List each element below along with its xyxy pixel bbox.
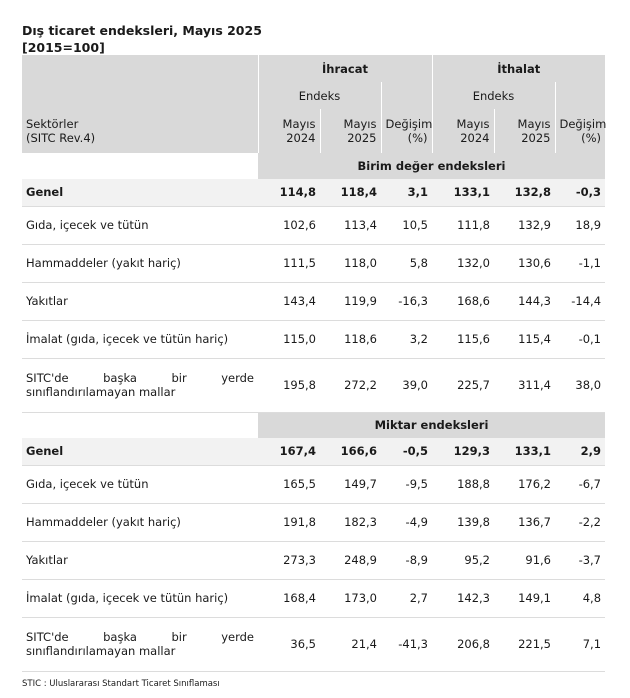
table-row xyxy=(22,206,605,244)
cell-value: 173,0 xyxy=(320,579,381,617)
section-title: Miktar endeksleri xyxy=(258,412,605,438)
cell-value: -1,1 xyxy=(555,244,605,282)
genel-row xyxy=(22,438,605,465)
cell-value: 115,0 xyxy=(258,320,320,358)
cell-value: -4,9 xyxy=(381,503,432,541)
cell-value: 195,8 xyxy=(258,358,320,412)
footnote: STIC : Uluslararası Standart Ticaret Sınıflaması xyxy=(22,679,220,689)
row-label: Gıda, içecek ve tütün xyxy=(22,206,258,244)
header-mayis-2025-ihr: Mayıs 2025 xyxy=(320,109,381,153)
cell-value: 130,6 xyxy=(494,244,555,282)
header-mayis-2024-ith: Mayıs 2024 xyxy=(432,109,494,153)
cell-value: 191,8 xyxy=(258,503,320,541)
cell-value: 111,5 xyxy=(258,244,320,282)
cell-value: 139,8 xyxy=(432,503,494,541)
header-mayis-2024-ihr: Mayıs 2024 xyxy=(258,109,320,153)
cell-value: -0,5 xyxy=(381,438,432,465)
cell-value: 115,6 xyxy=(432,320,494,358)
genel-row xyxy=(22,179,605,206)
cell-value: 10,5 xyxy=(381,206,432,244)
cell-value: 91,6 xyxy=(494,541,555,579)
cell-value: 311,4 xyxy=(494,358,555,412)
cell-value: 4,8 xyxy=(555,579,605,617)
row-label-sitc: SITC'de başka bir yerde sınıflandırılamayan mallar xyxy=(22,358,258,412)
cell-value: 272,2 xyxy=(320,358,381,412)
section-title: Birim değer endeksleri xyxy=(258,153,605,179)
cell-value: 118,0 xyxy=(320,244,381,282)
cell-value: -41,3 xyxy=(381,617,432,671)
cell-value: 182,3 xyxy=(320,503,381,541)
cell-value: -0,3 xyxy=(555,179,605,206)
header-endeks-ithalat: Endeks xyxy=(432,82,555,109)
header-empty xyxy=(22,55,258,82)
table-row xyxy=(22,541,605,579)
cell-value: 149,1 xyxy=(494,579,555,617)
cell-value: 188,8 xyxy=(432,465,494,503)
cell-value: 142,3 xyxy=(432,579,494,617)
cell-value: 38,0 xyxy=(555,358,605,412)
cell-value: 7,1 xyxy=(555,617,605,671)
row-label: Genel xyxy=(22,438,258,465)
table-row xyxy=(22,579,605,617)
header-sector: Sektörler (SITC Rev.4) xyxy=(22,109,258,153)
cell-value: -9,5 xyxy=(381,465,432,503)
cell-value: 248,9 xyxy=(320,541,381,579)
cell-value: 21,4 xyxy=(320,617,381,671)
cell-value: 111,8 xyxy=(432,206,494,244)
cell-value: 36,5 xyxy=(258,617,320,671)
cell-value: 165,5 xyxy=(258,465,320,503)
row-label: İmalat (gıda, içecek ve tütün hariç) xyxy=(22,320,258,358)
title-line-1: Dış ticaret endeksleri, Mayıs 2025 xyxy=(22,23,262,38)
row-label: Hammaddeler (yakıt hariç) xyxy=(22,244,258,282)
header-ihracat: İhracat xyxy=(258,55,432,82)
cell-value: 225,7 xyxy=(432,358,494,412)
cell-value: 166,6 xyxy=(320,438,381,465)
cell-value: 102,6 xyxy=(258,206,320,244)
trade-index-table xyxy=(22,55,605,672)
cell-value: 132,8 xyxy=(494,179,555,206)
cell-value: -3,7 xyxy=(555,541,605,579)
section-header-row xyxy=(22,412,605,438)
row-label: Gıda, içecek ve tütün xyxy=(22,465,258,503)
row-label: İmalat (gıda, içecek ve tütün hariç) xyxy=(22,579,258,617)
header-endeks-ihracat: Endeks xyxy=(258,82,381,109)
cell-value: -6,7 xyxy=(555,465,605,503)
table-row xyxy=(22,320,605,358)
cell-value: 3,1 xyxy=(381,179,432,206)
cell-value: 149,7 xyxy=(320,465,381,503)
cell-value: 143,4 xyxy=(258,282,320,320)
table-row xyxy=(22,503,605,541)
section-header-row xyxy=(22,153,605,179)
row-label: Yakıtlar xyxy=(22,541,258,579)
cell-value: 221,5 xyxy=(494,617,555,671)
header-degisim-ihr: Değişim (%) xyxy=(381,109,432,153)
cell-value: 133,1 xyxy=(494,438,555,465)
cell-value: 113,4 xyxy=(320,206,381,244)
table-title xyxy=(22,22,262,56)
cell-value: 18,9 xyxy=(555,206,605,244)
cell-value: 39,0 xyxy=(381,358,432,412)
cell-value: 119,9 xyxy=(320,282,381,320)
cell-value: 5,8 xyxy=(381,244,432,282)
cell-value: 273,3 xyxy=(258,541,320,579)
cell-value: 129,3 xyxy=(432,438,494,465)
cell-value: 95,2 xyxy=(432,541,494,579)
cell-value: 114,8 xyxy=(258,179,320,206)
cell-value: 206,8 xyxy=(432,617,494,671)
table-row-sitc xyxy=(22,358,605,412)
title-line-2: [2015=100] xyxy=(22,40,105,55)
table-row xyxy=(22,282,605,320)
cell-value: 118,6 xyxy=(320,320,381,358)
cell-value: -14,4 xyxy=(555,282,605,320)
cell-value: 2,9 xyxy=(555,438,605,465)
table-row xyxy=(22,465,605,503)
cell-value: 133,1 xyxy=(432,179,494,206)
header-degisim-ith: Değişim (%) xyxy=(555,109,605,153)
cell-value: 168,4 xyxy=(258,579,320,617)
row-label-sitc: SITC'de başka bir yerde sınıflandırılamayan mallar xyxy=(22,617,258,671)
cell-value: 132,9 xyxy=(494,206,555,244)
row-label: Hammaddeler (yakıt hariç) xyxy=(22,503,258,541)
cell-value: -2,2 xyxy=(555,503,605,541)
cell-value: -16,3 xyxy=(381,282,432,320)
row-label: Yakıtlar xyxy=(22,282,258,320)
row-label: Genel xyxy=(22,179,258,206)
cell-value: 132,0 xyxy=(432,244,494,282)
cell-value: -0,1 xyxy=(555,320,605,358)
cell-value: 144,3 xyxy=(494,282,555,320)
cell-value: 176,2 xyxy=(494,465,555,503)
cell-value: 118,4 xyxy=(320,179,381,206)
cell-value: 167,4 xyxy=(258,438,320,465)
cell-value: 136,7 xyxy=(494,503,555,541)
cell-value: 2,7 xyxy=(381,579,432,617)
table-row xyxy=(22,244,605,282)
table-row-sitc xyxy=(22,617,605,671)
header-ithalat: İthalat xyxy=(432,55,605,82)
cell-value: 168,6 xyxy=(432,282,494,320)
cell-value: 3,2 xyxy=(381,320,432,358)
header-mayis-2025-ith: Mayıs 2025 xyxy=(494,109,555,153)
cell-value: 115,4 xyxy=(494,320,555,358)
cell-value: -8,9 xyxy=(381,541,432,579)
